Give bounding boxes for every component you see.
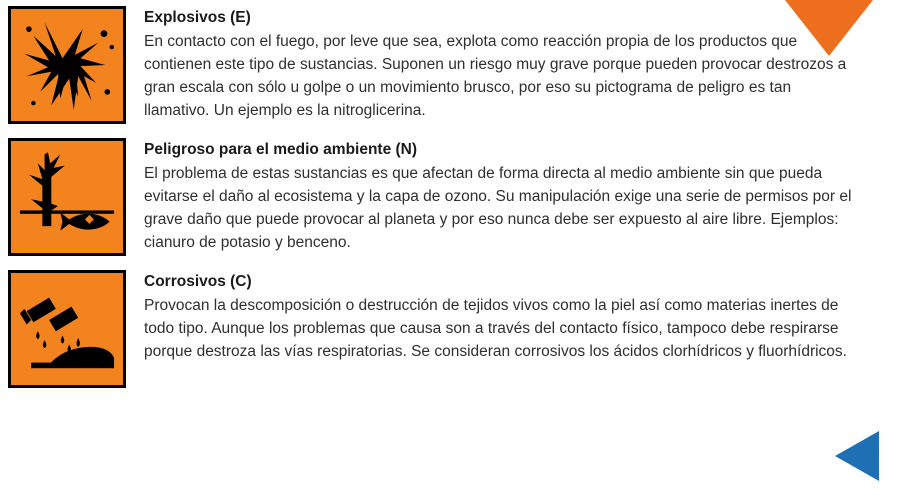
hazard-description: Provocan la descomposición o destrucción de tejidos vivos como la piel así como materias inertes de todo tipo. Aunque los problemas que causa son a través del contacto físico, tampoco debe respirarse porque destroza las vías respiratorias. Se consideran corrosivos los ácidos clorhídricos y fluorhídricos. bbox=[144, 296, 847, 360]
hazard-text-block bbox=[144, 138, 879, 255]
hazard-title: Corrosivos (C) bbox=[144, 273, 252, 290]
hazard-entry-environment bbox=[8, 138, 879, 256]
hazard-description: El problema de estas sustancias es que afectan de forma directa al medio ambiente sin que pueda evitarse el daño al ecosistema y la capa de ozono. Su manipulación exige una serie de permisos por el grave daño que puede provocar al planeta y por eso nunca debe ser expuesto al aire libre. Ejemplos: cianuro de potasio y benceno. bbox=[144, 164, 852, 251]
blue-corner-triangle-decoration bbox=[835, 431, 879, 481]
hazard-text-block bbox=[144, 6, 879, 123]
orange-corner-triangle-decoration bbox=[785, 0, 873, 56]
dead-tree-and-fish-pictogram-icon bbox=[8, 138, 126, 256]
hazard-text-block bbox=[144, 270, 879, 364]
corrosion-hand-pictogram-icon bbox=[8, 270, 126, 388]
hazard-entry-explosives bbox=[8, 6, 879, 124]
explosion-pictogram-icon bbox=[8, 6, 126, 124]
hazard-title: Explosivos (E) bbox=[144, 9, 251, 26]
hazard-description: En contacto con el fuego, por leve que sea, explota como reacción propia de los productos que contienen este tipo de sustancias. Suponen un riesgo muy grave porque pueden provocar destrozos a gran escala con sólo u golpe o un movimiento brusco, por eso su pictograma de peligro es tan llamativo. Un ejemplo es la nitroglicerina. bbox=[144, 32, 847, 119]
hazard-entry-corrosives bbox=[8, 270, 879, 388]
hazard-title: Peligroso para el medio ambiente (N) bbox=[144, 141, 418, 158]
